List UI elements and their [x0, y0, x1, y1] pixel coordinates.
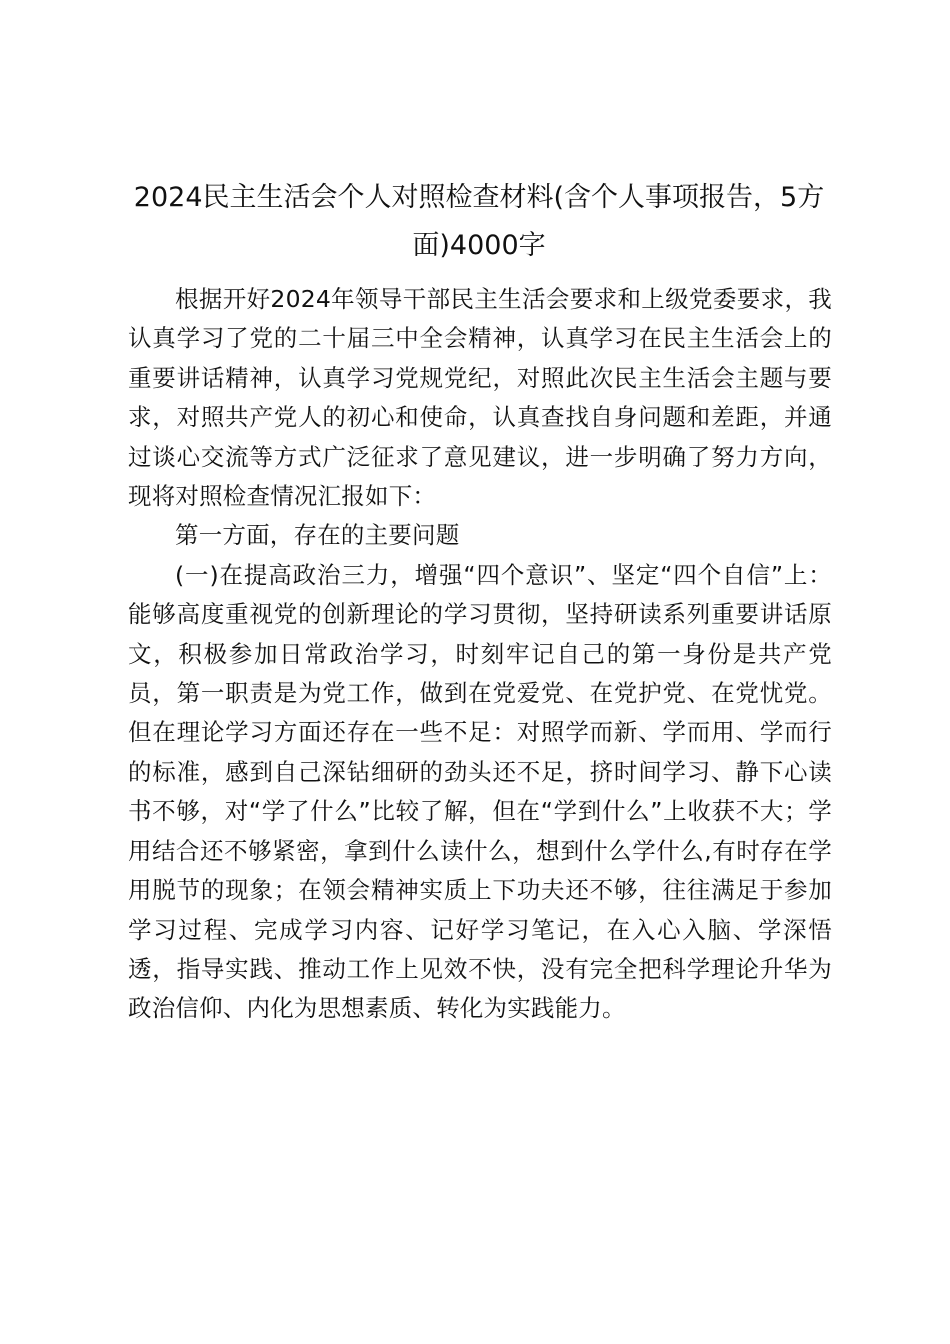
section-heading: 第一方面，存在的主要问题 [175, 521, 460, 550]
problem-paragraph: (一)在提高政治三力，增强“四个意识”、坚定“四个自信”上：能够高度重视党的创新理论的学习贯彻，坚持研读系列重要讲话原文，积极参加日常政治学习，时刻牢记自己的第一身份是共产党员，第一职责是为党工作，做到在党爱党、在党护党、在党忧党。但在理论学习方面还存在一些不足：对照学而新、学而用、学而行的标准，感到自己深钻细研的劲头还不足，挤时间学习、静下心读书不够，对“学了什么”比较了解，但在“学到什么”上收获不大；学用结合还不够紧密，拿到什么读什么，想到什么学什么,有时存在学用脱节的现象；在领会精神实质上下功夫还不够，往往满足于参加学习过程、完成学习内容、记好学习笔记，在入心入脑、学深悟透，指导实践、推动工作上见效不快，没有完全把科学理论升华为政治信仰、内化为思想素质、转化为实践能力。 [128, 560, 832, 1023]
document-title: 2024民主生活会个人对照检查材料(含个人事项报告，5方面)4000字 [133, 182, 825, 261]
intro-paragraph: 根据开好2024年领导干部民主生活会要求和上级党委要求，我认真学习了党的二十届三中全会精神，认真学习在民主生活会上的重要讲话精神，认真学习党规党纪，对照此次民主生活会主题与要求，对照共产党人的初心和使命，认真查找自身问题和差距，并通过谈心交流等方式广泛征求了意见建议，进一步明确了努力方向，现将对照检查情况汇报如下： [128, 285, 832, 511]
document-body [128, 280, 832, 1029]
